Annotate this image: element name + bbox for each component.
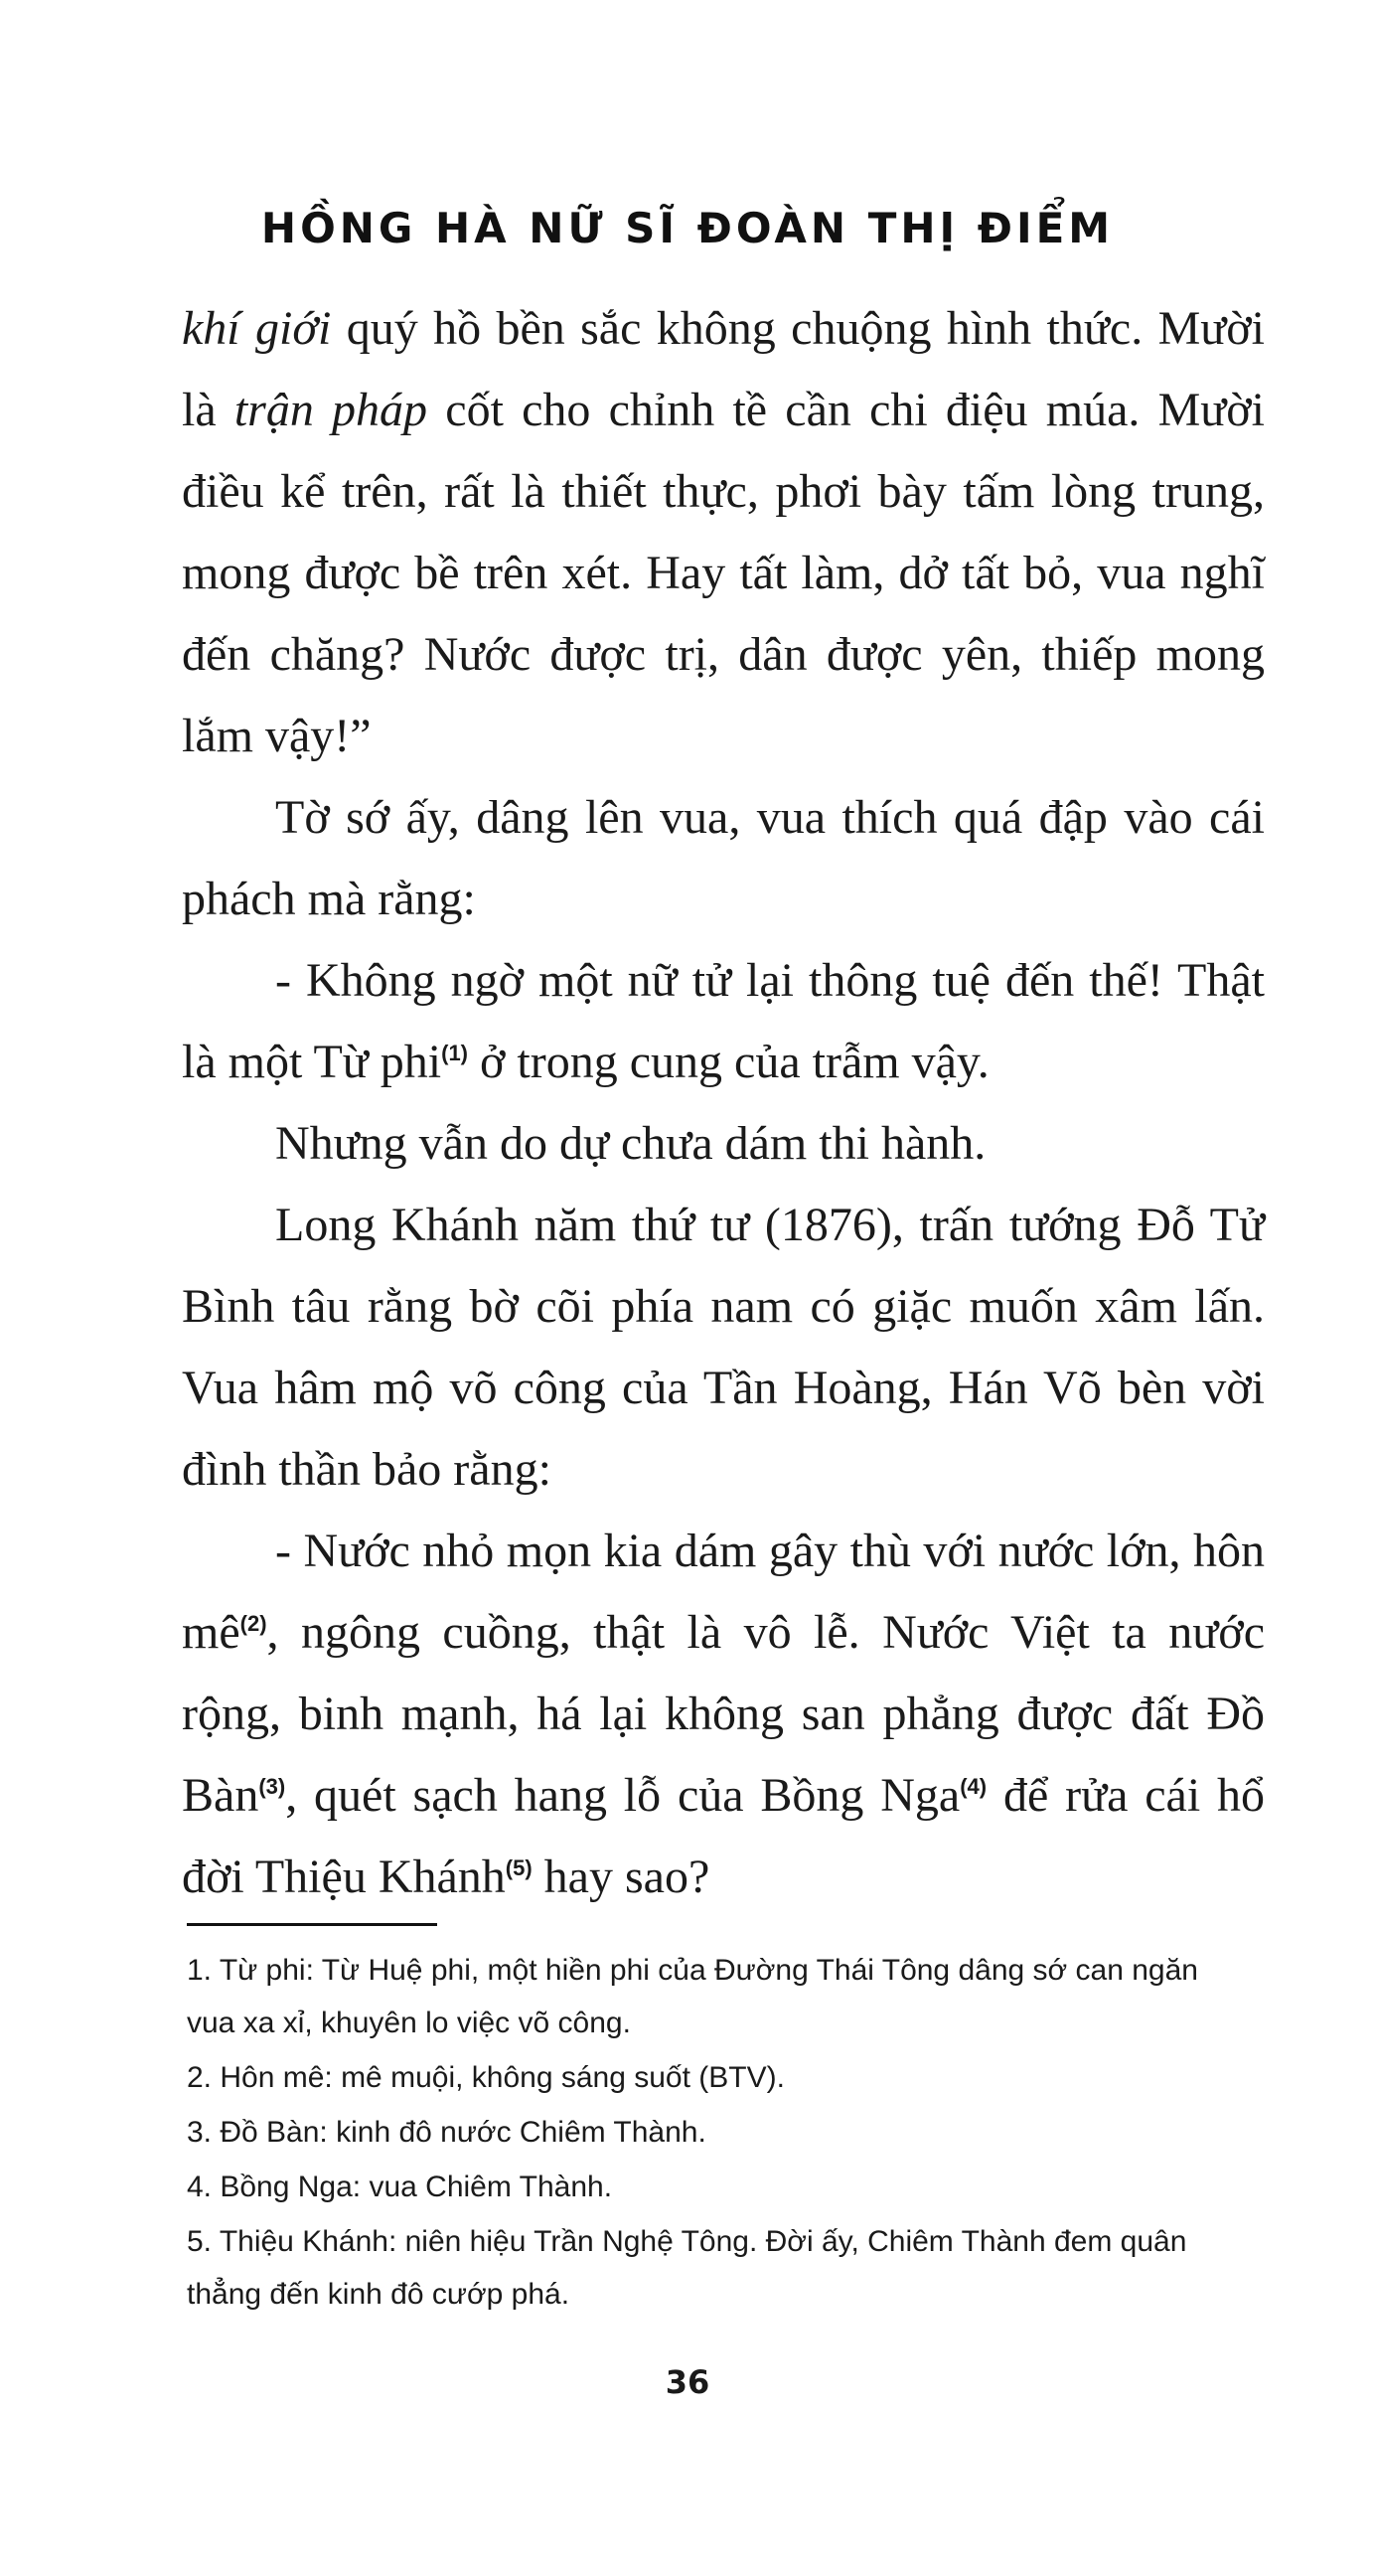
paragraph: Nhưng vẫn do dự chưa dám thi hành. <box>275 1117 987 1170</box>
text-run: để rửa cái hổ đời Thiệu Khánh <box>182 1769 1265 1903</box>
running-header: HỒNG HÀ NỮ SĨ ĐOÀN THỊ ĐIỂM <box>260 204 1115 252</box>
italic-term: khí giới <box>182 302 332 355</box>
footnote-divider <box>187 1923 437 1926</box>
italic-term: trận pháp <box>233 384 428 436</box>
footnote-4: 4. Bồng Nga: vua Chiêm Thành. <box>187 2171 613 2203</box>
paragraph <box>182 1511 1265 1918</box>
paragraph: Long Khánh năm thứ tư (1876), trấn tướng Đỗ Tử Bình tâu rằng bờ cõi phía nam có giặc muốn xâm lấn. Vua hâm mộ võ công của Tần Hoàng, Hán Võ bèn vời đình thần bảo rằng: <box>182 1199 1265 1496</box>
footnote-ref: (2) <box>239 1611 267 1636</box>
text-run: cốt cho chỉnh tề cần chi điệu múa. Mười điều kể trên, rất là thiết thực, phơi bày tấm lòng trung, mong được bề trên xét. Hay tất làm, dở tất bỏ, vua nghĩ đến chăng? Nước được trị, dân được yên, thiếp mong lắm vậy!” <box>182 384 1266 762</box>
main-text <box>182 288 1265 1918</box>
text-run: ở trong cung của trẫm vậy. <box>468 1036 990 1088</box>
footnotes <box>187 1944 1240 2323</box>
footnote-2: 2. Hôn mê: mê muội, không sáng suốt (BTV). <box>187 2061 785 2094</box>
text-run: , quét sạch hang lỗ của Bồng Nga <box>285 1769 961 1822</box>
page-number: 36 <box>665 2363 710 2401</box>
footnote-5: 5. Thiệu Khánh: niên hiệu Trần Nghệ Tông. Đời ấy, Chiêm Thành đem quân thẳng đến kinh đô cướp phá. <box>187 2225 1187 2311</box>
text-run: , ngông cuồng, thật là vô lễ. Nước Việt ta nước rộng, binh mạnh, há lại không san phẳng được đất Đồ Bàn <box>182 1606 1265 1822</box>
footnote-ref: (1) <box>441 1041 469 1065</box>
text-run: hay sao? <box>532 1851 710 1903</box>
footnote-ref: (4) <box>960 1774 988 1799</box>
paragraph: Tờ sớ ấy, dâng lên vua, vua thích quá đập vào cái phách mà rằng: <box>182 791 1265 925</box>
text-run: quý hồ bền sắc không chuộng hình thức. Mười là <box>182 302 1265 436</box>
text-run: - Nước nhỏ mọn kia dám gây thù với nước lớn, hôn mê <box>182 1525 1265 1659</box>
paragraph <box>182 288 1265 777</box>
text-run: - Không ngờ một nữ tử lại thông tuệ đến thế! Thật là một Từ phi <box>182 954 1265 1088</box>
footnote-ref: (3) <box>258 1774 286 1799</box>
footnote-ref: (5) <box>505 1855 533 1880</box>
footnote-1: 1. Từ phi: Từ Huệ phi, một hiền phi của Đường Thái Tông dâng sớ can ngăn vua xa xỉ, khuyên lo việc võ công. <box>187 1954 1198 2039</box>
paragraph <box>182 940 1265 1103</box>
footnote-3: 3. Đồ Bàn: kinh đô nước Chiêm Thành. <box>187 2116 706 2149</box>
